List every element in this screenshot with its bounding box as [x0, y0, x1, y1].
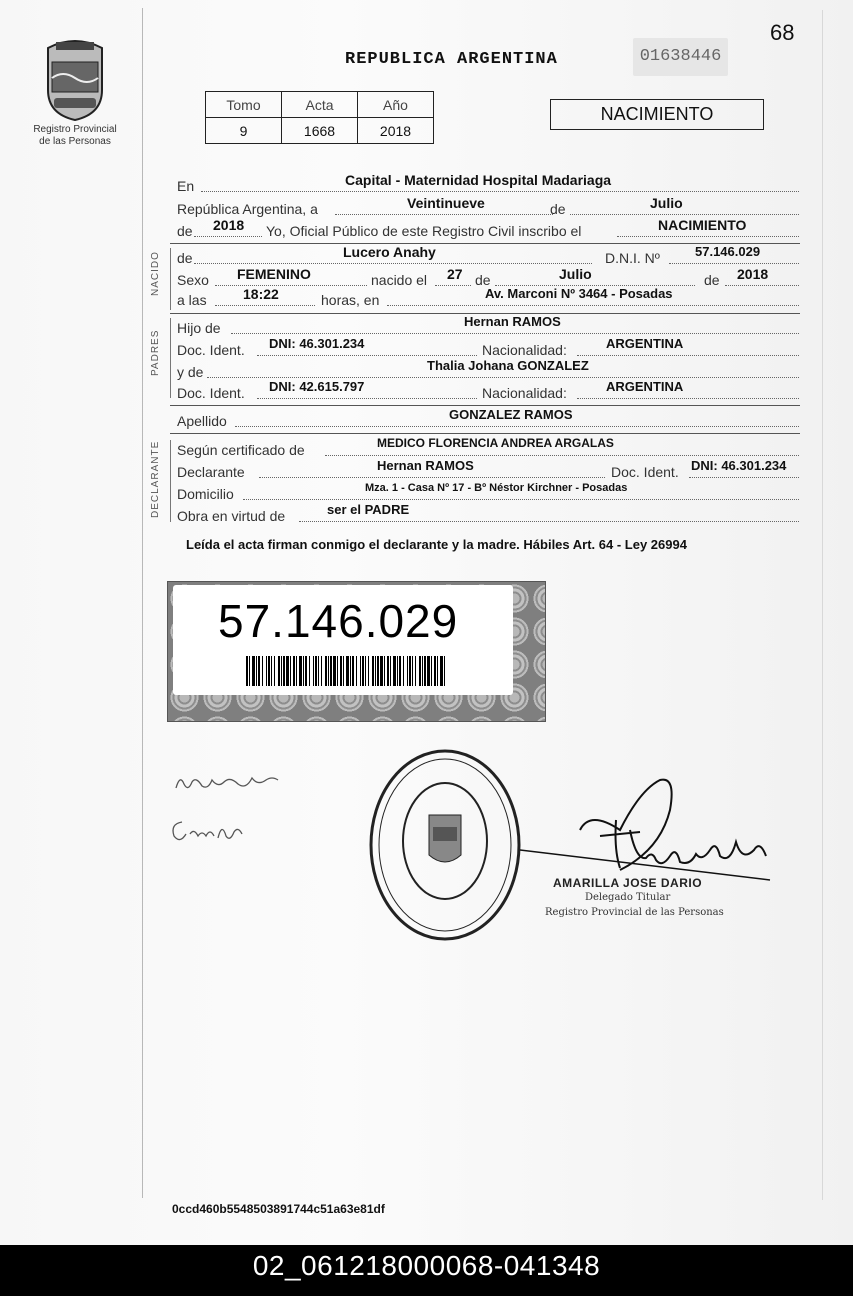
event-value: NACIMIENTO [658, 217, 747, 233]
registry-caption-line2: de las Personas [39, 136, 111, 147]
de-label-3: de [177, 250, 193, 266]
page-number: 68 [770, 20, 795, 45]
birth-month: Julio [559, 266, 592, 282]
act-year-line [177, 217, 799, 243]
de-label-4: de [475, 272, 491, 288]
time-place-line [177, 286, 799, 312]
nacido-bracket [170, 248, 171, 310]
declarant-signature-1 [172, 768, 282, 796]
declarante-section-label: DECLARANTE [150, 440, 161, 518]
padres-section-label: PADRES [150, 329, 161, 376]
child-name: Lucero Anahy [343, 244, 436, 260]
en-label: En [177, 178, 195, 194]
ano-value: 2018 [358, 118, 434, 144]
dni-label: D.N.I. Nº [605, 250, 660, 266]
birth-year: 2018 [737, 266, 769, 282]
obra-en-virtud-label: Obra en virtud de [177, 508, 286, 524]
nacido-section-label: NACIDO [150, 251, 161, 296]
de-label-2: de [177, 223, 193, 239]
obra-line [177, 502, 799, 528]
mother-nationality: ARGENTINA [606, 379, 684, 394]
hijo-de-label: Hijo de [177, 320, 221, 336]
nacionalidad-label-2: Nacionalidad: [482, 385, 567, 401]
declarant-doc: DNI: 46.301.234 [691, 458, 787, 473]
birth-address: Av. Marconi Nº 3464 - Posadas [485, 286, 673, 301]
horas-en-label: horas, en [321, 292, 380, 308]
footer-code: 02_061218000068-041348 [252, 1250, 601, 1281]
right-margin-rule [822, 10, 823, 1200]
province-coat-of-arms-logo [38, 38, 112, 122]
sexo-label: Sexo [177, 272, 209, 288]
father-name: Hernan RAMOS [464, 314, 561, 329]
declarante-bracket [170, 440, 171, 522]
year-value: 2018 [213, 217, 245, 233]
domicilio-label: Domicilio [177, 486, 234, 502]
place-value: Capital - Maternidad Hospital Madariaga [345, 172, 612, 188]
sticker-number: 57.146.029 [218, 595, 459, 647]
declarant-signature-2 [168, 812, 248, 848]
sexo-value: FEMENINO [237, 266, 311, 282]
domicile-line [177, 482, 799, 506]
act-place-line [177, 172, 799, 198]
officer-role: Delegado Titular [585, 892, 671, 903]
registry-caption [18, 124, 132, 148]
month-value: Julio [650, 195, 683, 211]
birth-time: 18:22 [243, 286, 279, 302]
left-margin-rule [142, 8, 143, 1198]
child-dni: 57.146.029 [695, 244, 761, 259]
birth-day: 27 [447, 266, 463, 282]
republic-label: República Argentina, a [177, 201, 318, 217]
sticker-barcode [246, 656, 446, 686]
serial-stamp: 01638446 [633, 38, 728, 76]
acta-value: 1668 [282, 118, 358, 144]
officer-text: Yo, Oficial Público de este Registro Civil inscribo el [266, 223, 582, 239]
de-label-5: de [704, 272, 720, 288]
registry-caption-line1: Registro Provincial [33, 124, 117, 135]
de-label: de [550, 201, 566, 217]
segun-certificado-label: Según certificado de [177, 442, 305, 458]
doc-ident-label-3: Doc. Ident. [611, 464, 679, 480]
tomo-header: Tomo [206, 92, 282, 118]
officer-signature [520, 770, 790, 890]
mother-name: Thalia Johana GONZALEZ [427, 358, 589, 373]
acta-header: Acta [282, 92, 358, 118]
domicile-value: Mza. 1 - Casa Nº 17 - Bº Néstor Kirchner - Posadas [365, 482, 628, 494]
y-de-label: y de [177, 364, 204, 380]
document-type-box: NACIMIENTO [550, 99, 764, 130]
certificate-value: MEDICO FLORENCIA ANDREA ARGALAS [377, 436, 614, 450]
dni-sticker [167, 581, 546, 722]
apellido-value: GONZALEZ RAMOS [449, 407, 573, 422]
obra-value: ser el PADRE [327, 502, 410, 517]
father-nationality: ARGENTINA [606, 336, 684, 351]
padres-bracket [170, 318, 171, 398]
book-reference-table [205, 91, 434, 144]
apellido-label: Apellido [177, 413, 227, 429]
officer-name: AMARILLA JOSE DARIO [553, 876, 703, 890]
section-divider-4 [170, 433, 800, 434]
mother-doc-line [177, 379, 799, 405]
nacido-el-label: nacido el [371, 272, 428, 288]
declarant-name: Hernan RAMOS [377, 458, 474, 473]
day-value: Veintinueve [407, 195, 485, 211]
official-seal [365, 745, 525, 945]
apellido-line [177, 407, 799, 433]
mother-doc: DNI: 42.615.797 [269, 379, 365, 394]
nacionalidad-label: Nacionalidad: [482, 342, 567, 358]
officer-organization: Registro Provincial de las Personas [545, 907, 724, 918]
section-divider-3 [170, 405, 800, 406]
doc-ident-label: Doc. Ident. [177, 342, 245, 358]
tomo-value: 9 [206, 118, 282, 144]
country-title: REPUBLICA ARGENTINA [345, 50, 558, 69]
ano-header: Año [358, 92, 434, 118]
declarante-label: Declarante [177, 464, 245, 480]
a-las-label: a las [177, 292, 207, 308]
closing-statement: Leída el acta firman conmigo el declarante y la madre. Hábiles Art. 64 - Ley 26994 [186, 537, 687, 552]
document-hash: 0ccd460b5548503891744c51a63e81df [172, 1202, 385, 1216]
father-doc: DNI: 46.301.234 [269, 336, 365, 351]
doc-ident-label-2: Doc. Ident. [177, 385, 245, 401]
footer-bar [0, 1245, 853, 1296]
declarant-line [177, 458, 799, 484]
